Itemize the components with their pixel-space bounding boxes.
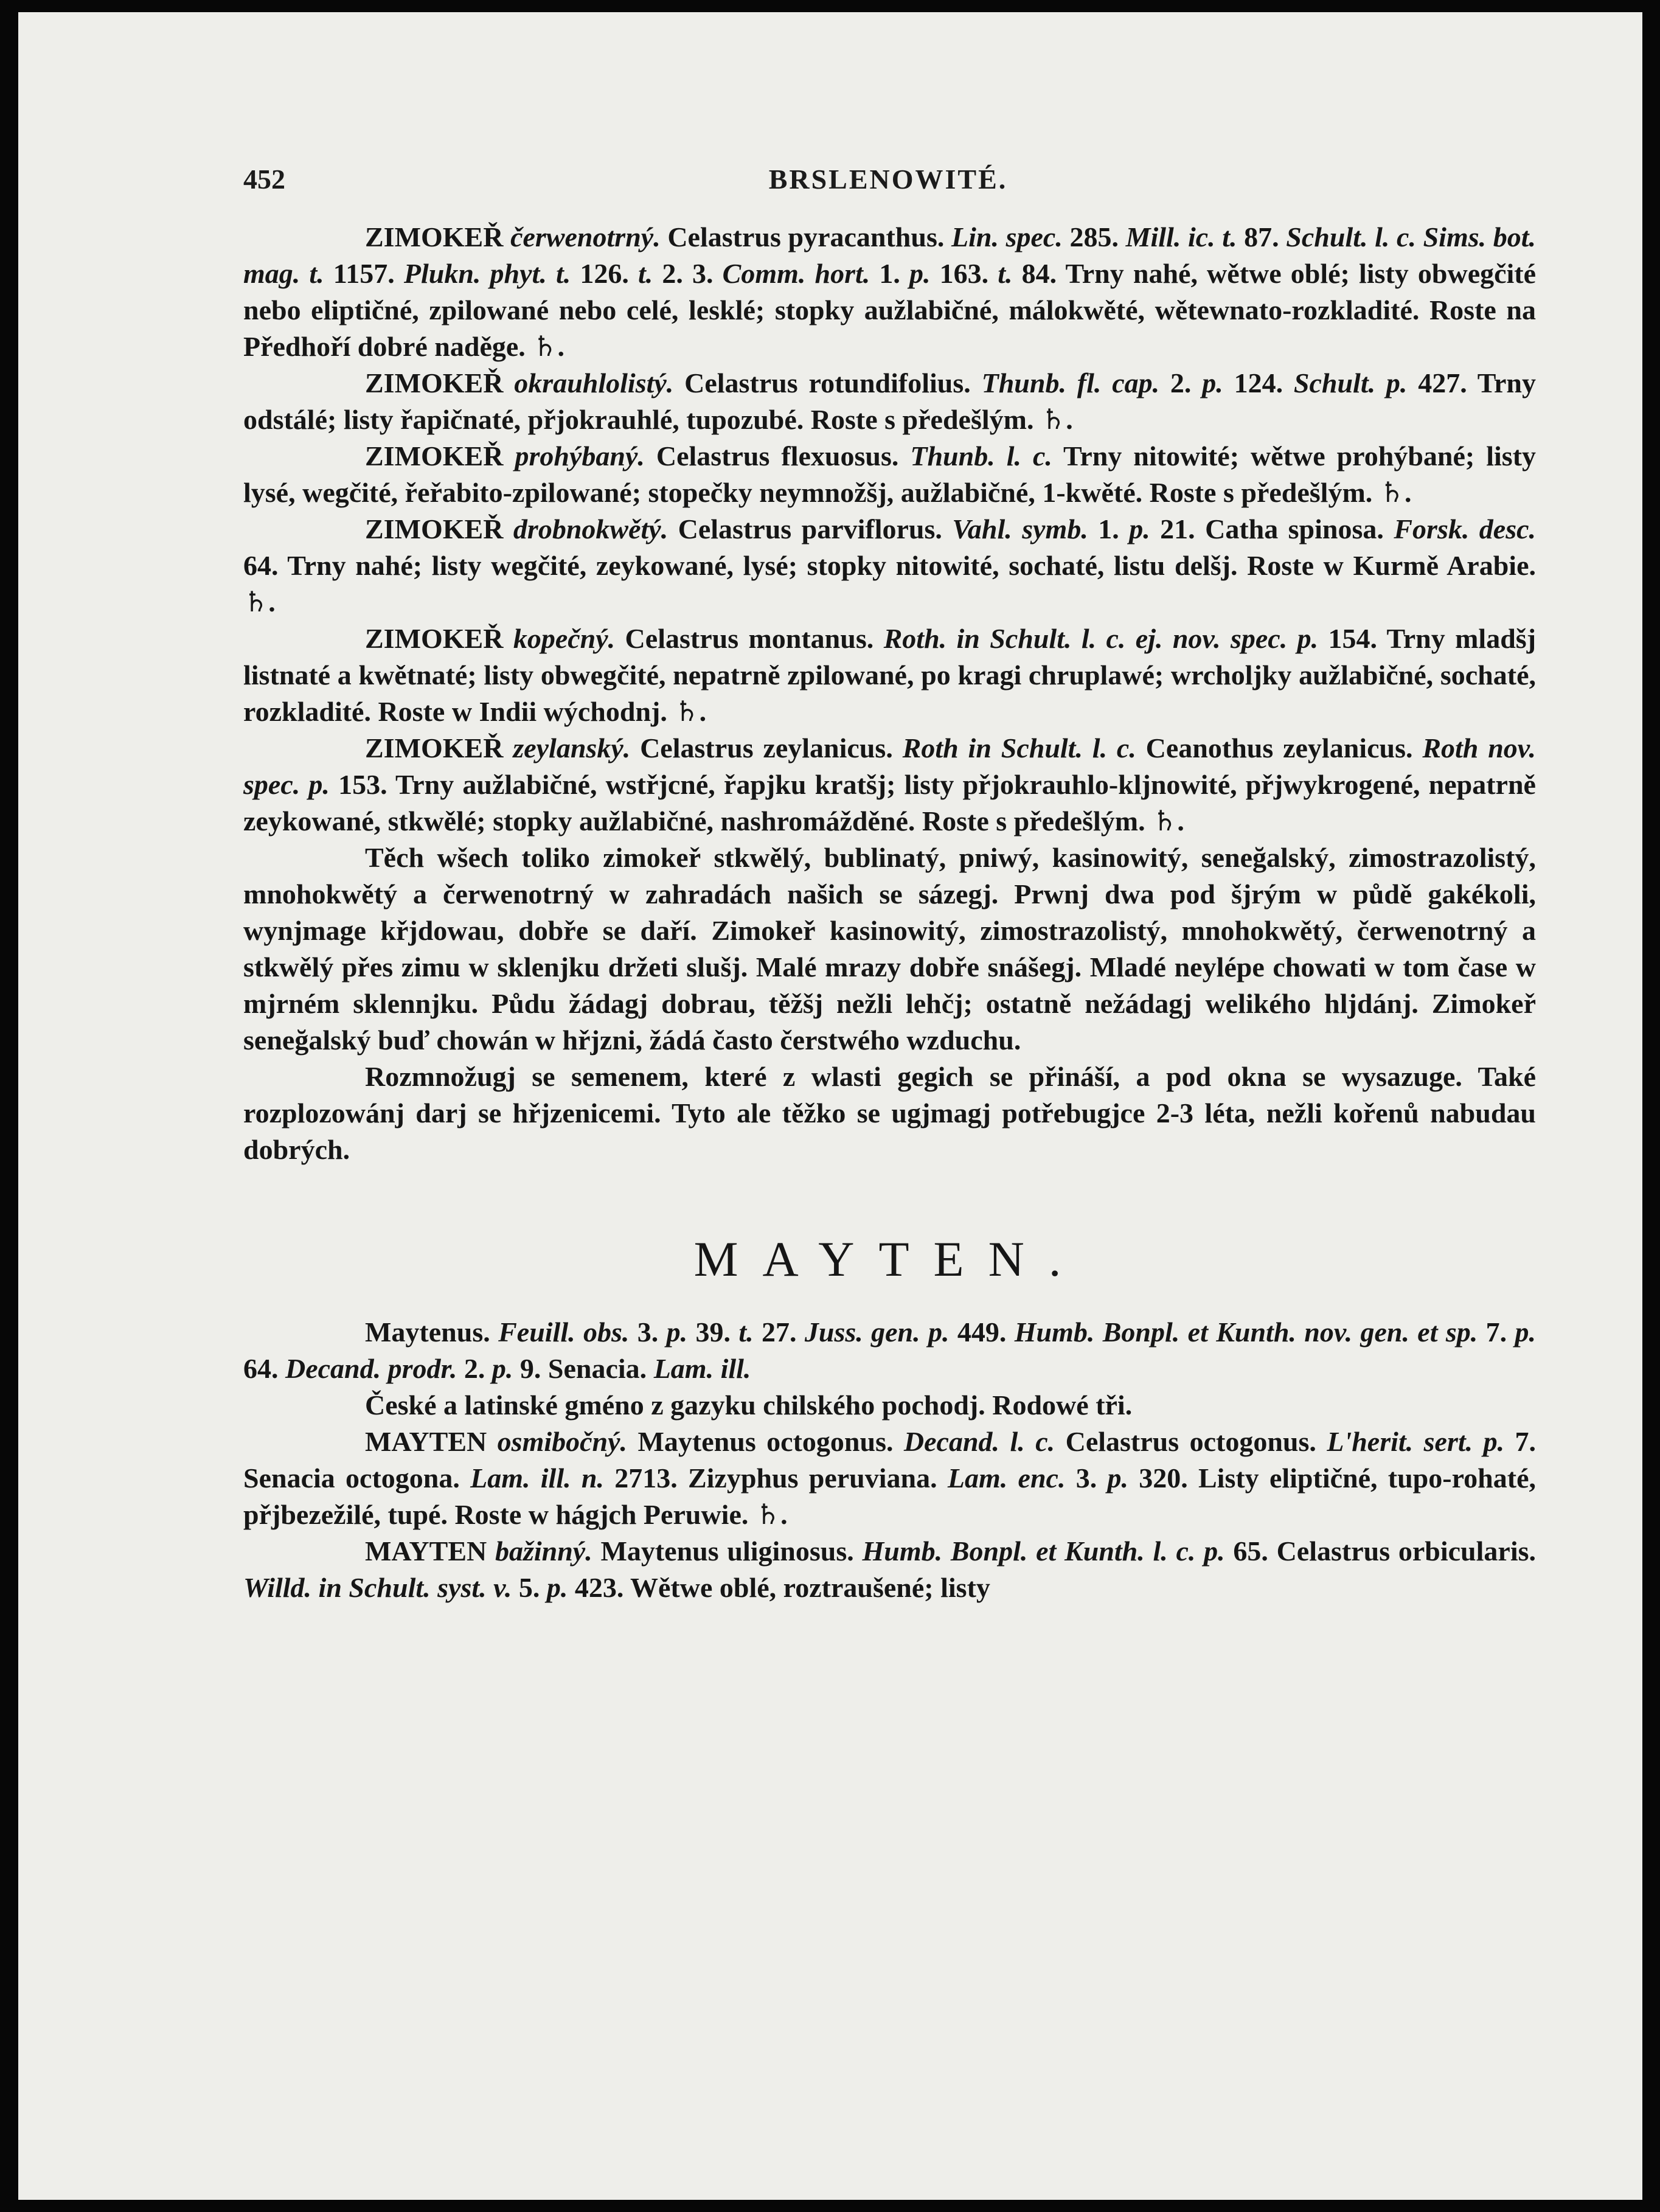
cultivation-paragraph: Těch wšech toliko zimokeř stkwělý, bublinatý, pniwý, kasinowitý, seneğalský, zimostrazolistý, mnohokwětý a čerwenotrný w zahradách našich se sázegj. Prwnj dwa pod šjrým w půdě gakékoli, wynjmage křjdowau, dobře se daří. Zimokeř kasinowitý, zimostrazolistý, mnohokwětý, čerwenotrný a stkwělý přes zimu w sklenjku držeti slušj. Malé mrazy dobře snášegj. Mladé neylépe chowati w tom čase w mjrném sklennjku. Půdu žádagj dobrau, těžšj nežli lehčj; ostatně nežádagj welikého hljdánj. Zimokeř seneğalský buď chowán w hřjzni, žádá často čerstwého wzduchu. [243,842,1536,1056]
running-title: BRSLENOWITÉ. [768,164,1008,195]
genus-name-note: České a latinské gméno z gazyku chilského pochodj. Rodowé tři. [365,1389,1133,1421]
genus-synonymy: Maytenus. Feuill. obs. 3. p. 39. t. 27. Juss. gen. p. 449. Humb. Bonpl. et Kunth. nov. gen. et sp. 7. p. 64. Decand. prodr. 2. p. 9. Senacia. Lam. ill. [243,1316,1537,1384]
propagation-paragraph: Rozmnožugj se semenem, které z wlasti gegich se přináší, a pod okna se wysazuge. Také rozplozowánj darj se hřjzenicemi. Tyto ale těžko se ugjmagj potřebugjce 2-3 léta, nežli kořenů nabudau dobrých. [243,1061,1536,1165]
page-header [243,163,1533,206]
entry-mayten-osmibocny: MAYTEN osmibočný. Maytenus octogonus. Decand. l. c. Celastrus octogonus. L'herit. sert. p. 7. Senacia octogona. Lam. ill. n. 2713. Zizyphus peruviana. Lam. enc. 3. p. 320. Listy eliptičné, tupo-rohaté, přjbezežilé, tupé. Roste w hágjch Peruwie. ♄. [243,1426,1537,1530]
entry-zimoker-drobnokwety: ZIMOKEŘ drobnokwětý. Celastrus parviflorus. Vahl. symb. 1. p. 21. Catha spinosa. Forsk. desc. 64. Trny nahé; listy wegčité, zeykowané, lysé; stopky nitowité, sochaté, listu delšj. Roste w Kurmě Arabie. ♄. [243,513,1537,617]
entry-zimoker-kopecny: ZIMOKEŘ kopečný. Celastrus montanus. Roth. in Schult. l. c. ej. nov. spec. p. 154. Trny mladšj listnaté a kwětnaté; listy obwegčité, nepatrně zpilowané, po kragi chruplawé; wrcholjky aužlabičné, sochaté, rozkladité. Roste w Indii wýchodnj. ♄. [243,623,1537,727]
section-title-mayten: MAYTEN. [693,1231,1086,1287]
book-page [18,12,1642,2200]
entry-zimoker-okrauhlolisty: ZIMOKEŘ okrauhlolistý. Celastrus rotundifolius. Thunb. fl. cap. 2. p. 124. Schult. p. 427. Trny odstálé; listy řapičnaté, přjokrauhlé, tupozubé. Roste s předešlým. ♄. [243,367,1537,435]
entry-zimoker-zeylansky: ZIMOKEŘ zeylanský. Celastrus zeylanicus. Roth in Schult. l. c. Ceanothus zeylanicus. Roth nov. spec. p. 153. Trny aužlabičné, wstřjcné, řapjku kratšj; listy přjokrauhlo-kljnowité, přjwykrogené, nepatrně zeykowané, stkwělé; stopky aužlabičné, nashromážděné. Roste s předešlým. ♄. [243,732,1537,836]
entry-zimoker-cerwenotrny: ZIMOKEŘ čerwenotrný. Celastrus pyracanthus. Lin. spec. 285. Mill. ic. t. 87. Schult. l. c. Sims. bot. mag. t. 1157. Plukn. phyt. t. 126. t. 2. 3. Comm. hort. 1. p. 163. t. 84. Trny nahé, wětwe oblé; listy obwegčité nebo eliptičné, zpilowané nebo celé, lesklé; stopky aužlabičné, málokwěté, wětewnato-rozkladité. Roste na Předhoří dobré naděge. ♄. [243,221,1537,362]
entry-zimoker-prohybany: ZIMOKEŘ prohýbaný. Celastrus flexuosus. Thunb. l. c. Trny nitowité; wětwe prohýbané; listy lysé, wegčité, řeřabito-zpilowané; stopečky neymnožšj, aužlabičné, 1-kwěté. Roste s předešlým. ♄. [243,440,1537,508]
page-number: 452 [243,164,285,195]
body-text [243,219,1536,1606]
entry-mayten-bazinny: MAYTEN bažinný. Maytenus uliginosus. Humb. Bonpl. et Kunth. l. c. p. 65. Celastrus orbicularis. Willd. in Schult. syst. v. 5. p. 423. Wětwe oblé, roztraušené; listy [243,1536,1537,1603]
